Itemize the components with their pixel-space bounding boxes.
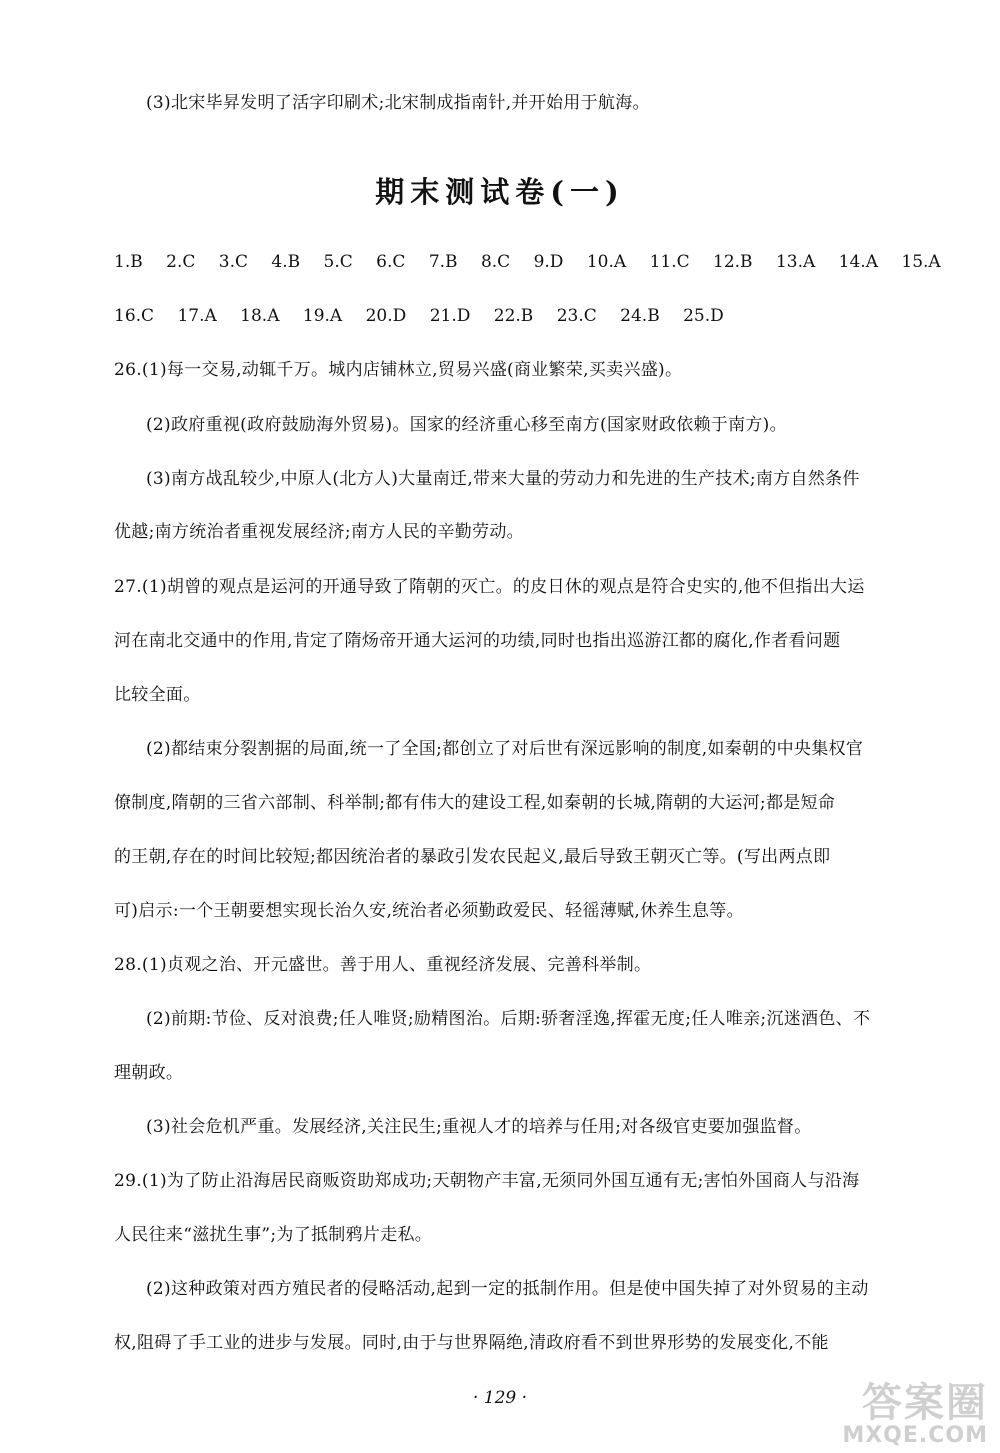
answer-item: 17.A — [177, 306, 217, 326]
watermark-url: MXQE.COM — [842, 1423, 988, 1448]
answer-item: 16.C — [114, 306, 155, 326]
page-number: · 129 · — [472, 1388, 528, 1408]
text-line: (2)前期:节俭、反对浪费;任人唯贤;励精图治。后期:骄奢淫逸,挥霍无度;任人唯亲;沉迷酒色、不 — [146, 1009, 871, 1029]
text-line: (2)都结束分裂割据的局面,统一了全国;都创立了对后世有深远影响的制度,如秦朝的中央集权官 — [146, 739, 864, 759]
answer-item: 3.C — [218, 252, 248, 272]
text-line: 29.(1)为了防止沿海居民商贩资助郑成功;天朝物产丰富,无须同外国互通有无;害怕外国商人与沿海 — [114, 1171, 860, 1191]
text-line: 僚制度,隋朝的三省六部制、科举制;都有伟大的建设工程,如秦朝的长城,隋朝的大运河;都是短命 — [114, 793, 836, 813]
answer-item: 22.B — [493, 306, 534, 326]
page-title: 期末测试卷(一) — [375, 175, 625, 209]
text-line: 权,阻碍了手工业的进步与发展。同时,由于与世界隔绝,清政府看不到世界形势的发展变化,不能 — [114, 1333, 829, 1353]
answers-row-1 — [114, 251, 959, 273]
answer-item: 15.A — [901, 252, 941, 272]
watermark-title: 答案圈 — [862, 1379, 988, 1426]
answer-item: 11.C — [649, 252, 690, 272]
answer-item: 2.C — [166, 252, 196, 272]
answer-item: 5.C — [323, 252, 353, 272]
text-line: (3)社会危机严重。发展经济,关注民生;重视人才的培养与任用;对各级官吏要加强监督。 — [146, 1117, 812, 1137]
text-line: 28.(1)贞观之治、开元盛世。善于用人、重视经济发展、完善科举制。 — [114, 955, 652, 975]
answer-item: 14.A — [838, 252, 878, 272]
answer-item: 7.B — [428, 252, 458, 272]
text-line: 的王朝,存在的时间比较短;都因统治者的暴政引发农民起义,最后导致王朝灭亡等。(写出两点即 — [114, 847, 831, 867]
answer-item: 20.D — [365, 306, 407, 326]
watermark-logo — [778, 1379, 988, 1450]
answer-item: 1.B — [114, 252, 143, 272]
text-line: 27.(1)胡曾的观点是运河的开通导致了隋朝的灭亡。的皮日休的观点是符合史实的,他不但指出大运 — [114, 577, 865, 597]
text-line: (2)这种政策对西方殖民者的侵略活动,起到一定的抵制作用。但是使中国失掉了对外贸易的主动 — [146, 1279, 869, 1299]
answer-item: 19.A — [302, 306, 343, 326]
top-line: (3)北宋毕昇发明了活字印刷术;北宋制成指南针,并开始用于航海。 — [146, 93, 650, 113]
answer-item: 24.B — [620, 306, 660, 326]
answer-item: 9.D — [533, 252, 564, 272]
text-line: 26.(1)每一交易,动辄千万。城内店铺林立,贸易兴盛(商业繁荣,买卖兴盛)。 — [114, 360, 683, 380]
text-line: 比较全面。 — [114, 685, 201, 705]
text-line: 优越;南方统治者重视发展经济;南方人民的辛勤劳动。 — [114, 522, 524, 542]
answer-item: 18.A — [240, 306, 280, 326]
text-line: 理朝政。 — [114, 1063, 184, 1083]
answer-item: 25.D — [683, 306, 724, 326]
answer-item: 12.B — [713, 252, 753, 272]
text-line: 河在南北交通中的作用,肯定了隋炀帝开通大运河的功绩,同时也指出巡游江都的腐化,作者看问题 — [114, 631, 841, 651]
answers-row-2 — [114, 305, 742, 327]
text-line: 人民往来“滋扰生事”;为了抵制鸦片走私。 — [114, 1225, 433, 1245]
answer-item: 21.D — [429, 306, 471, 326]
answer-item: 4.B — [271, 252, 301, 272]
text-line: (2)政府重视(政府鼓励海外贸易)。国家的经济重心移至南方(国家财政依赖于南方)。 — [146, 415, 787, 435]
answer-item: 10.A — [586, 252, 627, 272]
answer-item: 13.A — [775, 252, 816, 272]
answer-item: 23.C — [556, 306, 597, 326]
answer-item: 6.C — [376, 252, 406, 272]
text-line: 可)启示:一个王朝要想实现长治久安,统治者必须勤政爱民、轻徭薄赋,休养生息等。 — [114, 901, 744, 921]
text-line: (3)南方战乱较少,中原人(北方人)大量南迁,带来大量的劳动力和先进的生产技术;南方自然条件 — [146, 469, 860, 489]
answer-item: 8.C — [480, 252, 511, 272]
